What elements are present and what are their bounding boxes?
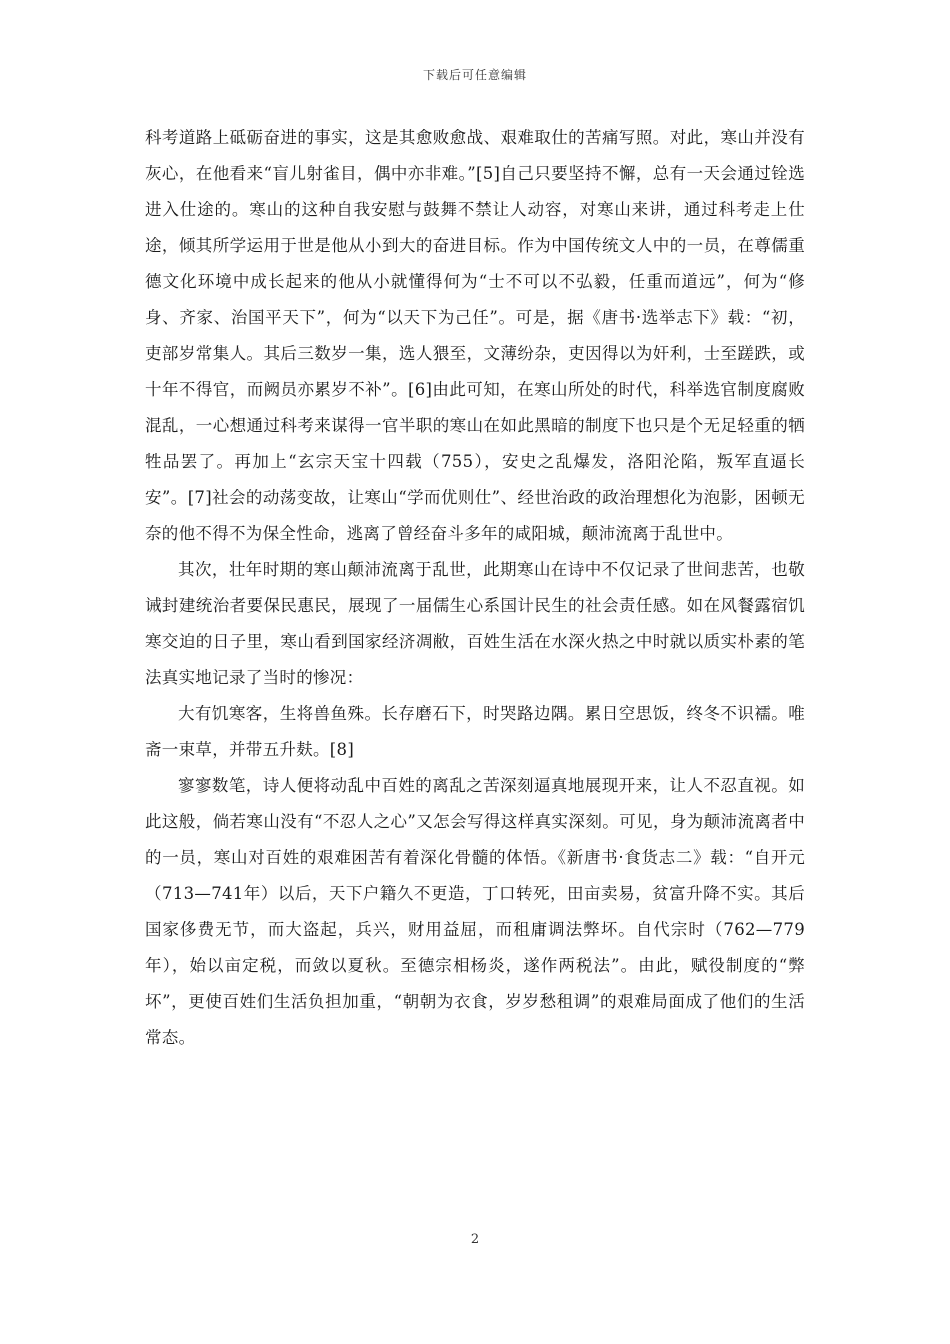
page-number: 2	[470, 1232, 480, 1247]
body-text	[145, 120, 805, 1056]
paragraph-4: 寥寥数笔，诗人便将动乱中百姓的离乱之苦深刻逼真地展现开来，让人不忍直视。如此这般，倘若寒山没有“不忍人之心”又怎会写得这样真实深刻。可见，身为颠沛流离者中的一员，寒山对百姓的艰难困苦有着深化骨髓的体悟。《新唐书·食货志二》载：“自开元（713—741年）以后，天下户籍久不更造，丁口转死，田亩卖易，贫富升降不实。其后国家侈费无节，而大盗起，兵兴，财用益屈，而租庸调法弊坏。自代宗时（762—779年），始以亩定税，而敛以夏秋。至德宗相杨炎，遂作两税法”。由此，赋役制度的“弊坏”，更使百姓们生活负担加重，“朝朝为衣食，岁岁愁租调”的艰难局面成了他们的生活常态。	[145, 776, 805, 1047]
paragraph-1: 科考道路上砥砺奋进的事实，这是其愈败愈战、艰难取仕的苦痛写照。对此，寒山并没有灰心，在他看来“盲儿射雀目，偶中亦非难。”[5]自己只要坚持不懈，总有一天会通过铨选进入仕途的。寒山的这种自我安慰与鼓舞不禁让人动容，对寒山来讲，通过科考走上仕途，倾其所学运用于世是他从小到大的奋进目标。作为中国传统文人中的一员，在尊儒重德文化环境中成长起来的他从小就懂得何为“士不可以不弘毅，任重而道远”，何为“修身、齐家、治国平天下”，何为“以天下为己任”。可是，据《唐书·选举志下》载：“初，吏部岁常集人。其后三数岁一集，选人猥至，文薄纷杂，吏因得以为奸利，士至蹉跌，或十年不得官，而阙员亦累岁不补”。[6]由此可知，在寒山所处的时代，科举选官制度腐败混乱，一心想通过科考来谋得一官半职的寒山在如此黑暗的制度下也只是个无足轻重的牺牲品罢了。再加上“玄宗天宝十四载（755），安史之乱爆发，洛阳沦陷，叛军直逼长安”。[7]社会的动荡变故，让寒山“学而优则仕”、经世治政的政治理想化为泡影，困顿无奈的他不得不为保全性命，逃离了曾经奋斗多年的咸阳城，颠沛流离于乱世中。	[145, 128, 805, 543]
page-header: 下载后可任意编辑	[422, 68, 527, 82]
paragraph-2: 其次，壮年时期的寒山颠沛流离于乱世，此期寒山在诗中不仅记录了世间悲苦，也敬诫封建统治者要保民惠民，展现了一届儒生心系国计民生的社会责任感。如在风餐露宿饥寒交迫的日子里，寒山看到国家经济凋敝，百姓生活在水深火热之中时就以质实朴素的笔法真实地记录了当时的惨况：	[145, 560, 805, 687]
poem-quote: 大有饥寒客，生将兽鱼殊。长存磨石下，时哭路边隅。累日空思饭，终冬不识襦。唯斋一束草，并带五升麸。[8]	[145, 704, 805, 759]
